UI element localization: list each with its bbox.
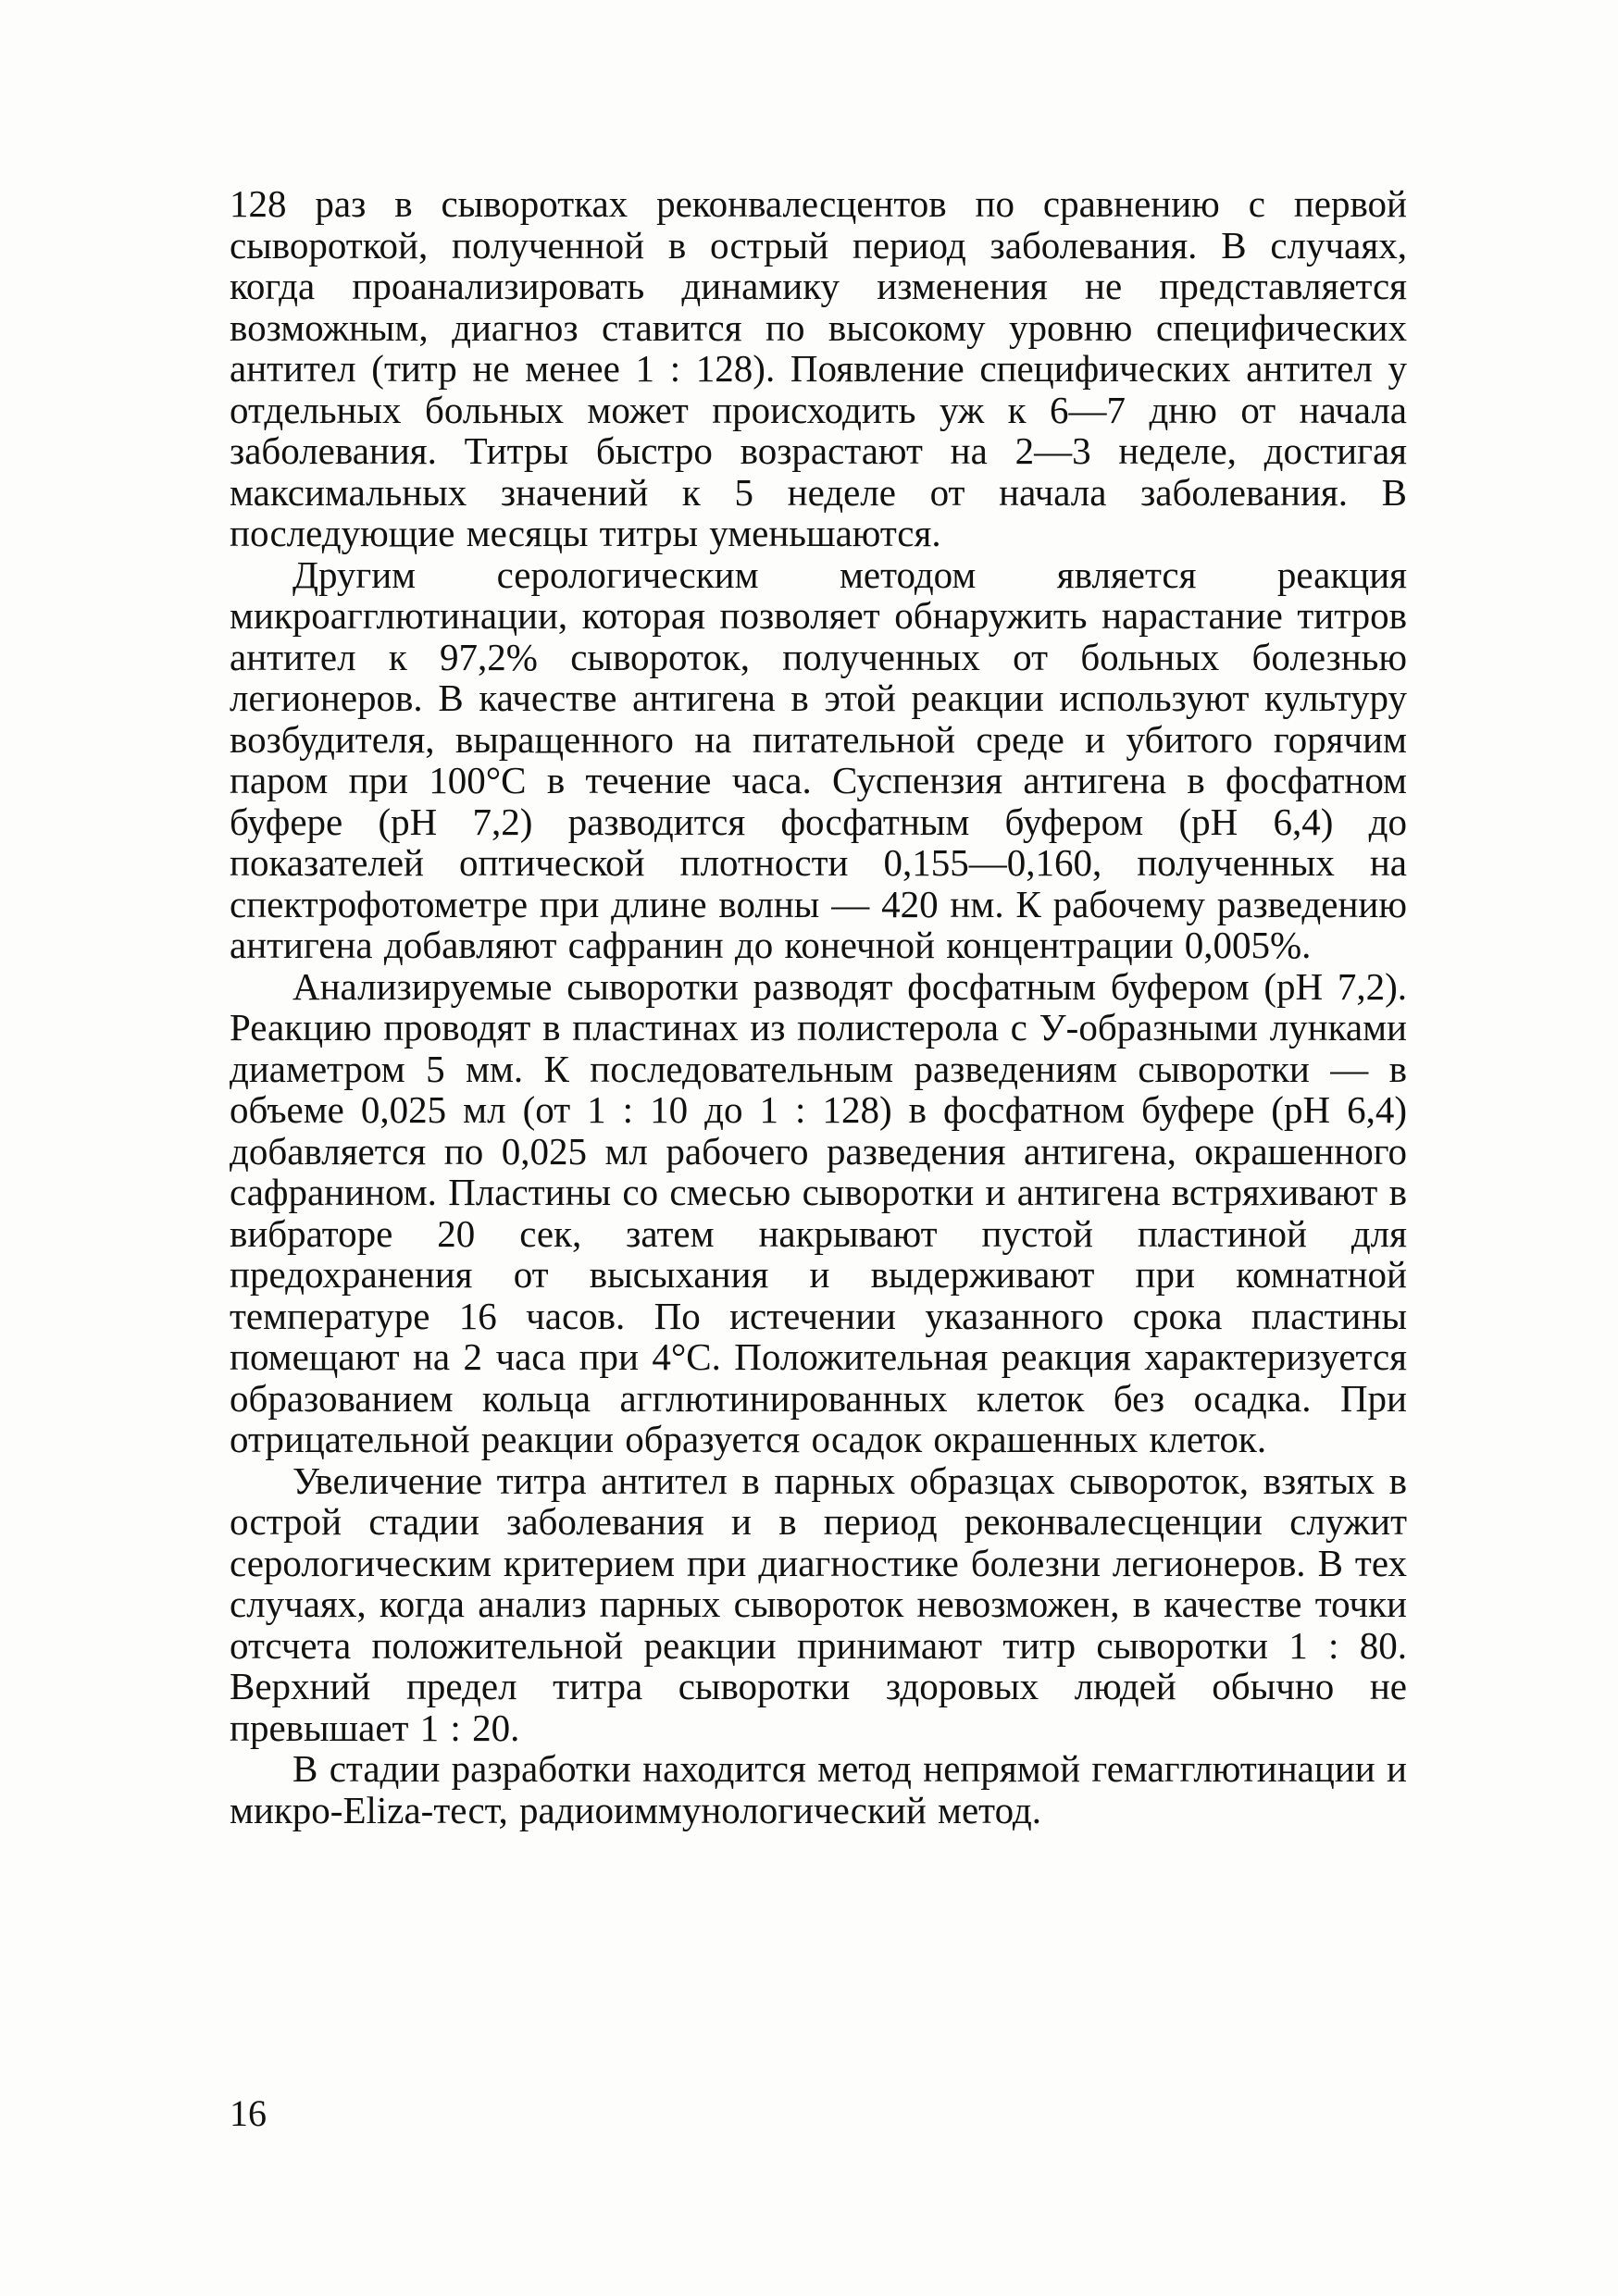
body-text <box>230 183 1407 1831</box>
paragraph-procedure: Анализируемые сыворотки разводят фосфатным буфером (рН 7,2). Реакцию проводят в пластинах из полистерола с У-образными лунками диаметром 5 мм. К последовательным разведениям сыворотки — в объеме 0,025 мл (от 1 : 10 до 1 : 128) в фосфатном буфере (рН 6,4) добавляется по 0,025 мл рабочего разведения антигена, окрашенного сафранином. Пластины со смесью сыворотки и антигена встряхивают в вибраторе 20 сек, затем накрывают пустой пластиной для предохранения от высыхания и выдерживают при комнатной температуре 16 часов. По истечении указанного срока пластины помещают на 2 часа при 4°С. Положительная реакция характеризуется образованием кольца агглютинированных клеток без осадка. При отрицательной реакции образуется осадок окрашенных клеток. <box>230 964 1407 1460</box>
paragraph-diagnostic-criterion: Увеличение титра антител в парных образцах сывороток, взятых в острой стадии заболевания и в период реконвалесценции служит серологическим критерием при диагностике болезни легионеров. В тех случаях, когда анализ парных сывороток невозможен, в качестве точки отсчета положительной реакции принимают титр сыворотки 1 : 80. Верхний предел титра сыворотки здоровых людей обычно не превышает 1 : 20. <box>230 1458 1407 1749</box>
paragraph-methods-in-development: В стадии разработки находится метод непрямой гемагглютинации и микро-Eliza-тест, радиоиммунологический метод. <box>230 1747 1407 1831</box>
paragraph-continuation: 128 раз в сыворотках реконвалесцентов по сравнению с первой сывороткой, полученной в острый период заболевания. В случаях, когда проанализировать динамику изменения не представляется возможным, диагноз ставится по высокому уровню специфических антител (титр не менее 1 : 128). Появление специфических антител у отдельных больных может происходить уж к 6—7 дню от начала заболевания. Титры быстро возрастают на 2—3 неделе, достигая максимальных значений к 5 неделе от начала заболевания. В последующие месяцы титры уменьшаются. <box>230 182 1407 554</box>
page-number: 16 <box>230 2092 267 2134</box>
paragraph-microagglutination: Другим серологическим методом является реакция микроагглютинации, которая позволяет обнаружить нарастание титров антител к 97,2% сывороток, полученных от больных болезнью легионеров. В качестве антигена в этой реакции используют культуру возбудителя, выращенного на питательной среде и убитого горячим паром при 100°С в течение часа. Суспензия антигена в фосфатном буфере (рН 7,2) разводится фосфатным буфером (рН 6,4) до показателей оптической плотности 0,155—0,160, полученных на спектрофотометре при длине волны — 420 нм. К рабочему разведению антигена добавляют сафранин до конечной концентрации 0,005%. <box>230 552 1407 966</box>
